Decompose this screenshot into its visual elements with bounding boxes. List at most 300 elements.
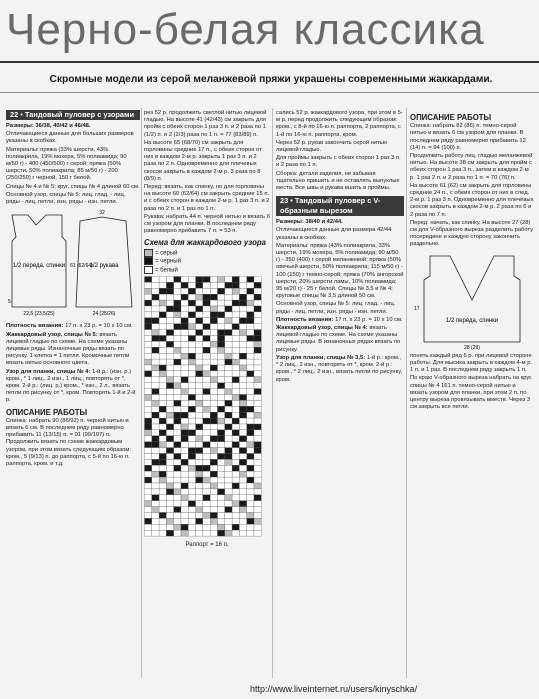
m23-measure-height: 17 xyxy=(414,305,420,312)
grid-cell xyxy=(159,383,166,389)
model-23-basic-pattern: Основной узор, спицы № 5: лиц. глад. - лиц. ряды - лиц. петли, изн. ряды - изн. петли. xyxy=(276,301,396,315)
grid-cell xyxy=(247,489,254,495)
grid-cell xyxy=(152,336,159,342)
grid-cell xyxy=(218,354,225,360)
grid-cell xyxy=(196,354,203,360)
grid-cell xyxy=(174,513,181,519)
grid-cell xyxy=(196,289,203,295)
grid-cell xyxy=(196,489,203,495)
grid-cell xyxy=(218,448,225,454)
grid-cell xyxy=(247,300,254,306)
grid-cell xyxy=(210,283,217,289)
grid-cell xyxy=(254,466,261,472)
grid-cell xyxy=(254,477,261,483)
grid-cell xyxy=(188,531,195,537)
grid-cell xyxy=(247,525,254,531)
grid-cell xyxy=(145,359,152,365)
grid-cell xyxy=(174,365,181,371)
grid-cell xyxy=(166,454,173,460)
grid-cell xyxy=(166,401,173,407)
grid-cell xyxy=(159,318,166,324)
grid-cell xyxy=(232,324,239,330)
grid-cell xyxy=(247,383,254,389)
grid-cell xyxy=(210,359,217,365)
grid-cell xyxy=(159,324,166,330)
grid-cell xyxy=(225,283,232,289)
grid-cell xyxy=(188,295,195,301)
grid-cell xyxy=(152,495,159,501)
column-1 xyxy=(6,110,140,680)
grid-cell xyxy=(232,477,239,483)
grid-cell xyxy=(188,495,195,501)
grid-cell xyxy=(174,454,181,460)
grid-cell xyxy=(232,531,239,537)
grid-cell xyxy=(247,277,254,283)
grid-cell xyxy=(152,283,159,289)
grid-cell xyxy=(159,483,166,489)
grid-cell xyxy=(181,300,188,306)
grid-cell xyxy=(181,477,188,483)
grid-cell xyxy=(159,507,166,513)
grid-cell xyxy=(196,371,203,377)
grid-cell xyxy=(225,430,232,436)
grid-cell xyxy=(247,401,254,407)
grid-cell xyxy=(181,306,188,312)
grid-cell xyxy=(254,342,261,348)
grid-cell xyxy=(159,365,166,371)
grid-cell xyxy=(152,472,159,478)
grid-cell xyxy=(247,395,254,401)
grid-cell xyxy=(196,525,203,531)
grid-cell xyxy=(152,483,159,489)
m23-front-label: 1/2 переда, спинки xyxy=(445,317,499,324)
grid-cell xyxy=(218,418,225,424)
grid-cell xyxy=(166,519,173,525)
grid-cell xyxy=(159,407,166,413)
grid-cell xyxy=(225,277,232,283)
grid-cell xyxy=(174,483,181,489)
grid-cell xyxy=(203,424,210,430)
grid-cell xyxy=(196,342,203,348)
grid-cell xyxy=(218,472,225,478)
grid-cell xyxy=(232,342,239,348)
grid-cell xyxy=(203,318,210,324)
grid-cell xyxy=(188,283,195,289)
grid-cell xyxy=(247,472,254,478)
grid-cell xyxy=(188,466,195,472)
grid-cell xyxy=(159,442,166,448)
grid-cell xyxy=(166,531,173,537)
grid-cell xyxy=(188,489,195,495)
grid-cell xyxy=(174,283,181,289)
grid-cell xyxy=(174,383,181,389)
grid-cell xyxy=(247,466,254,472)
grid-cell xyxy=(203,289,210,295)
grid-cell xyxy=(232,348,239,354)
grid-cell xyxy=(174,531,181,537)
grid-cell xyxy=(152,466,159,472)
grid-cell xyxy=(196,324,203,330)
grid-cell xyxy=(181,413,188,419)
grid-cell xyxy=(232,495,239,501)
legend-grey-label: = серый xyxy=(155,250,178,257)
measure-sleeve: 24 (25/26) xyxy=(92,311,116,318)
grid-cell xyxy=(232,389,239,395)
grid-cell xyxy=(203,454,210,460)
grid-cell xyxy=(225,389,232,395)
grid-cell xyxy=(159,306,166,312)
grid-cell xyxy=(254,531,261,537)
grid-cell xyxy=(196,336,203,342)
legend-black-swatch xyxy=(144,257,153,265)
grid-cell xyxy=(181,377,188,383)
grid-cell xyxy=(181,495,188,501)
grid-cell xyxy=(174,389,181,395)
grid-cell xyxy=(145,389,152,395)
grid-cell xyxy=(159,436,166,442)
grid-cell xyxy=(166,342,173,348)
grid-cell xyxy=(203,495,210,501)
grid-cell xyxy=(247,342,254,348)
grid-cell xyxy=(225,466,232,472)
grid-cell xyxy=(210,318,217,324)
col2-para-4: Рукава: набрать 44 п. черной нитью и вязать 6 см узором для планки. В последнем ряду равномерно прибавить 7 п. = 53 п. xyxy=(144,213,270,235)
grid-cell xyxy=(152,324,159,330)
grid-cell xyxy=(247,436,254,442)
grid-cell xyxy=(145,312,152,318)
grid-cell xyxy=(210,477,217,483)
grid-cell xyxy=(225,348,232,354)
grid-cell xyxy=(174,354,181,360)
grid-cell xyxy=(247,371,254,377)
grid-cell xyxy=(181,531,188,537)
col2-para-3: Перед: вязать, как спинку, но для горловины на высоте 60 (62/64) см закрыть средние 15 п. и с обеих сторон в каждом 2-м р. 1 раз 3 п. и 2 раза по 2 п. и 1 раз по 1 п. xyxy=(144,184,270,212)
grid-cell xyxy=(188,460,195,466)
col4-para-1: Спинка: набрать 82 (86) п. темно-серой нитью и вязать 6 см узором для планки. В последнем ряду равномерно прибавить 12 (14) п. = 94 (100) п. xyxy=(410,123,526,151)
legend-grey-swatch xyxy=(144,249,153,257)
grid-cell xyxy=(159,283,166,289)
source-url: http://www.liveinternet.ru/users/kinyschka/ xyxy=(250,684,418,694)
m23-measure-width: 28 (29) xyxy=(464,344,480,350)
grid-cell xyxy=(166,525,173,531)
grid-cell xyxy=(188,436,195,442)
grid-cell xyxy=(218,312,225,318)
grid-cell xyxy=(225,342,232,348)
grid-cell xyxy=(174,359,181,365)
legend-white xyxy=(144,266,270,275)
grid-cell xyxy=(232,277,239,283)
grid-cell xyxy=(254,401,261,407)
grid-cell xyxy=(152,501,159,507)
grid-cell xyxy=(239,477,246,483)
column-2 xyxy=(144,110,270,680)
grid-cell xyxy=(145,354,152,360)
grid-cell xyxy=(247,283,254,289)
grid-cell xyxy=(239,318,246,324)
grid-cell xyxy=(152,513,159,519)
grid-cell xyxy=(247,454,254,460)
grid-cell xyxy=(174,477,181,483)
grid-cell xyxy=(254,324,261,330)
model-22-needles: Спицы № 4 и № 5; круг. спицы № 4 длиной 60 см. xyxy=(6,183,140,190)
grid-cell xyxy=(254,318,261,324)
grid-cell xyxy=(210,395,217,401)
grid-cell xyxy=(145,283,152,289)
grid-cell xyxy=(188,336,195,342)
grid-cell xyxy=(247,430,254,436)
model-23-materials: Материалы: пряжа (43% полиакрила, 33% шерсти, 19% мохера, 5% полиамида; 90 м/50 г) - 350 (400) г серой меланжевой; пряжа (50% овечьей шерсти, 50% полиакрила; 115 м/50 г) - 100 (150) г темно-серой; пряжа (70% ангорской шерсти, 20% шерсти ламы, 10% полиамида; 95 м/20 г) - 25 г белой. Спицы № 3,5 и № 4; круговые спицы № 3,5 длиной 50 см. xyxy=(276,242,404,300)
grid-cell xyxy=(218,300,225,306)
grid-cell xyxy=(196,395,203,401)
grid-cell xyxy=(232,489,239,495)
grid-cell xyxy=(152,277,159,283)
grid-cell xyxy=(247,507,254,513)
grid-cell xyxy=(232,306,239,312)
grid-cell xyxy=(174,460,181,466)
grid-cell xyxy=(254,348,261,354)
grid-cell xyxy=(166,359,173,365)
grid-cell xyxy=(225,395,232,401)
grid-cell xyxy=(254,418,261,424)
grid-cell xyxy=(145,519,152,525)
grid-cell xyxy=(166,495,173,501)
grid-cell xyxy=(232,413,239,419)
grid-cell xyxy=(254,454,261,460)
grid-cell xyxy=(159,312,166,318)
grid-cell xyxy=(188,477,195,483)
grid-cell xyxy=(254,507,261,513)
grid-cell xyxy=(225,371,232,377)
model-22-materials: Материалы: пряжа (33% шерсти, 43% полиакрила, 19% мохера, 5% полиамида; 90 м/50 г) - 400 (450/500) г серой; пряжа (50% шерсти, 50% полиакрила; 85 м/50 г) - 200 (250/250) г черной, 150 г белой. xyxy=(6,146,127,182)
grid-cell xyxy=(232,418,239,424)
grid-cell xyxy=(181,525,188,531)
grid-cell xyxy=(181,389,188,395)
grid-cell xyxy=(210,371,217,377)
grid-cell xyxy=(210,525,217,531)
grid-cell xyxy=(174,371,181,377)
pattern-header: Схема для жаккардового узора xyxy=(144,238,267,248)
grid-cell xyxy=(247,324,254,330)
grid-cell xyxy=(159,472,166,478)
model-22-header: 22 • Тандовый пуловер с узорами xyxy=(6,110,140,120)
grid-cell xyxy=(203,377,210,383)
grid-cell xyxy=(232,371,239,377)
grid-cell xyxy=(152,531,159,537)
grid-cell xyxy=(181,424,188,430)
grid-cell xyxy=(152,477,159,483)
grid-cell xyxy=(196,472,203,478)
grid-cell xyxy=(166,418,173,424)
band-title: Узор для планки, спицы № 4: xyxy=(6,368,91,375)
col4-para-4: Перед: начать, как спинку. На высоте 27 (28) см для V-образного выреза разделить работу посередине и каждую сторону закончить раздельно. xyxy=(410,219,534,248)
grid-cell xyxy=(225,489,232,495)
grid-cell xyxy=(152,359,159,365)
grid-cell xyxy=(254,330,261,336)
grid-cell xyxy=(203,300,210,306)
grid-cell xyxy=(188,306,195,312)
grid-cell xyxy=(181,401,188,407)
grid-cell xyxy=(210,424,217,430)
grid-cell xyxy=(196,359,203,365)
subtitle-rule xyxy=(0,92,539,93)
grid-cell xyxy=(188,389,195,395)
grid-cell xyxy=(196,365,203,371)
model-23-sizes: Размеры: 38/40 и 42/44. xyxy=(276,219,343,226)
grid-cell xyxy=(239,507,246,513)
m23-band-title: Узор для планки, спицы № 3,5: xyxy=(276,354,366,361)
grid-cell xyxy=(225,424,232,430)
grid-cell xyxy=(232,407,239,413)
grid-cell xyxy=(166,436,173,442)
grid-cell xyxy=(210,348,217,354)
grid-cell xyxy=(181,289,188,295)
grid-cell xyxy=(232,295,239,301)
grid-cell xyxy=(203,371,210,377)
grid-cell xyxy=(196,507,203,513)
grid-cell xyxy=(196,466,203,472)
grid-cell xyxy=(152,295,159,301)
grid-cell xyxy=(225,436,232,442)
grid-cell xyxy=(239,466,246,472)
grid-cell xyxy=(218,413,225,419)
grid-cell xyxy=(152,454,159,460)
grid-cell xyxy=(210,413,217,419)
grid-cell xyxy=(210,472,217,478)
grid-cell xyxy=(232,300,239,306)
grid-cell xyxy=(225,531,232,537)
grid-cell xyxy=(145,342,152,348)
model-22-basic-pattern: Основной узор, спицы № 5: лиц. глад. - лиц. ряды - лиц. петли, изн. ряды - изн. петли. xyxy=(6,191,126,206)
col4-para-5: понять каждый ряд 6 р. при лицевой стороне работы. Для мысика закрыть в каждом 4-м р. 1 п. и 1 раз. В последнем ряду закрыть 1 п. xyxy=(410,352,533,374)
grid-cell xyxy=(181,371,188,377)
grid-cell xyxy=(159,460,166,466)
grid-cell xyxy=(174,442,181,448)
grid-cell xyxy=(210,436,217,442)
grid-cell xyxy=(152,413,159,419)
grid-cell xyxy=(166,430,173,436)
pattern-legend xyxy=(144,249,270,275)
grid-cell xyxy=(188,501,195,507)
grid-cell xyxy=(239,395,246,401)
grid-cell xyxy=(218,525,225,531)
grid-cell xyxy=(210,448,217,454)
grid-cell xyxy=(152,389,159,395)
grid-cell xyxy=(239,306,246,312)
grid-cell xyxy=(239,300,246,306)
grid-cell xyxy=(232,525,239,531)
grid-cell xyxy=(203,513,210,519)
grid-cell xyxy=(239,472,246,478)
grid-cell xyxy=(218,519,225,525)
grid-cell xyxy=(174,436,181,442)
grid-cell xyxy=(166,466,173,472)
grid-cell xyxy=(232,377,239,383)
grid-cell xyxy=(203,348,210,354)
grid-cell xyxy=(232,466,239,472)
grid-cell xyxy=(196,295,203,301)
grid-cell xyxy=(225,407,232,413)
grid-cell xyxy=(225,507,232,513)
grid-cell xyxy=(174,312,181,318)
grid-cell xyxy=(145,336,152,342)
grid-cell xyxy=(232,336,239,342)
grid-cell xyxy=(166,489,173,495)
grid-cell xyxy=(254,430,261,436)
grid-cell xyxy=(159,359,166,365)
grid-cell xyxy=(247,407,254,413)
grid-cell xyxy=(218,359,225,365)
grid-cell xyxy=(181,519,188,525)
grid-cell xyxy=(254,295,261,301)
grid-cell xyxy=(247,513,254,519)
grid-cell xyxy=(210,354,217,360)
grid-cell xyxy=(232,330,239,336)
grid-cell xyxy=(218,407,225,413)
sleeve-outline xyxy=(76,217,132,307)
grid-cell xyxy=(239,460,246,466)
grid-cell xyxy=(188,365,195,371)
grid-cell xyxy=(152,430,159,436)
grid-cell xyxy=(210,330,217,336)
grid-cell xyxy=(210,418,217,424)
grid-cell xyxy=(145,531,152,537)
grid-cell xyxy=(145,424,152,430)
grid-cell xyxy=(232,507,239,513)
grid-cell xyxy=(196,436,203,442)
col2-para-2: На высоте 65 (68/70) см закрыть для горловины средние 17 п., с обеих сторон от них в каждом 2-м р. закрыть 1 раз 3 п. и 2 раза по 2 п. Одновременно для плечевых скосов закрыть в каждом 2-м р. 3 раза по 8 (8/9) п. xyxy=(144,139,262,182)
grid-cell xyxy=(218,295,225,301)
grid-cell xyxy=(152,519,159,525)
grid-cell xyxy=(203,507,210,513)
grid-cell xyxy=(203,477,210,483)
grid-cell xyxy=(232,460,239,466)
grid-cell xyxy=(152,312,159,318)
measure-top: 32 xyxy=(99,210,105,217)
grid-cell xyxy=(239,324,246,330)
grid-cell xyxy=(218,283,225,289)
grid-cell xyxy=(145,330,152,336)
grid-cell xyxy=(196,348,203,354)
grid-cell xyxy=(181,324,188,330)
grid-cell xyxy=(225,472,232,478)
model-22-sizes: Размеры: 36/38, 40/42 и 46/48. xyxy=(6,123,91,129)
grid-cell xyxy=(203,295,210,301)
grid-cell xyxy=(254,395,261,401)
grid-cell xyxy=(239,359,246,365)
grid-cell xyxy=(188,407,195,413)
grid-cell xyxy=(210,389,217,395)
grid-cell xyxy=(174,377,181,383)
grid-cell xyxy=(225,513,232,519)
grid-cell xyxy=(203,330,210,336)
grid-cell xyxy=(152,460,159,466)
grid-cell xyxy=(210,306,217,312)
grid-cell xyxy=(188,289,195,295)
grid-cell xyxy=(159,519,166,525)
grid-cell xyxy=(232,424,239,430)
grid-cell xyxy=(203,413,210,419)
grid-cell xyxy=(203,442,210,448)
grid-cell xyxy=(145,401,152,407)
grid-cell xyxy=(218,377,225,383)
grid-cell xyxy=(218,395,225,401)
grid-cell xyxy=(145,460,152,466)
grid-cell xyxy=(159,300,166,306)
grid-cell xyxy=(152,300,159,306)
grid-cell xyxy=(232,501,239,507)
grid-cell xyxy=(174,348,181,354)
grid-cell xyxy=(181,507,188,513)
